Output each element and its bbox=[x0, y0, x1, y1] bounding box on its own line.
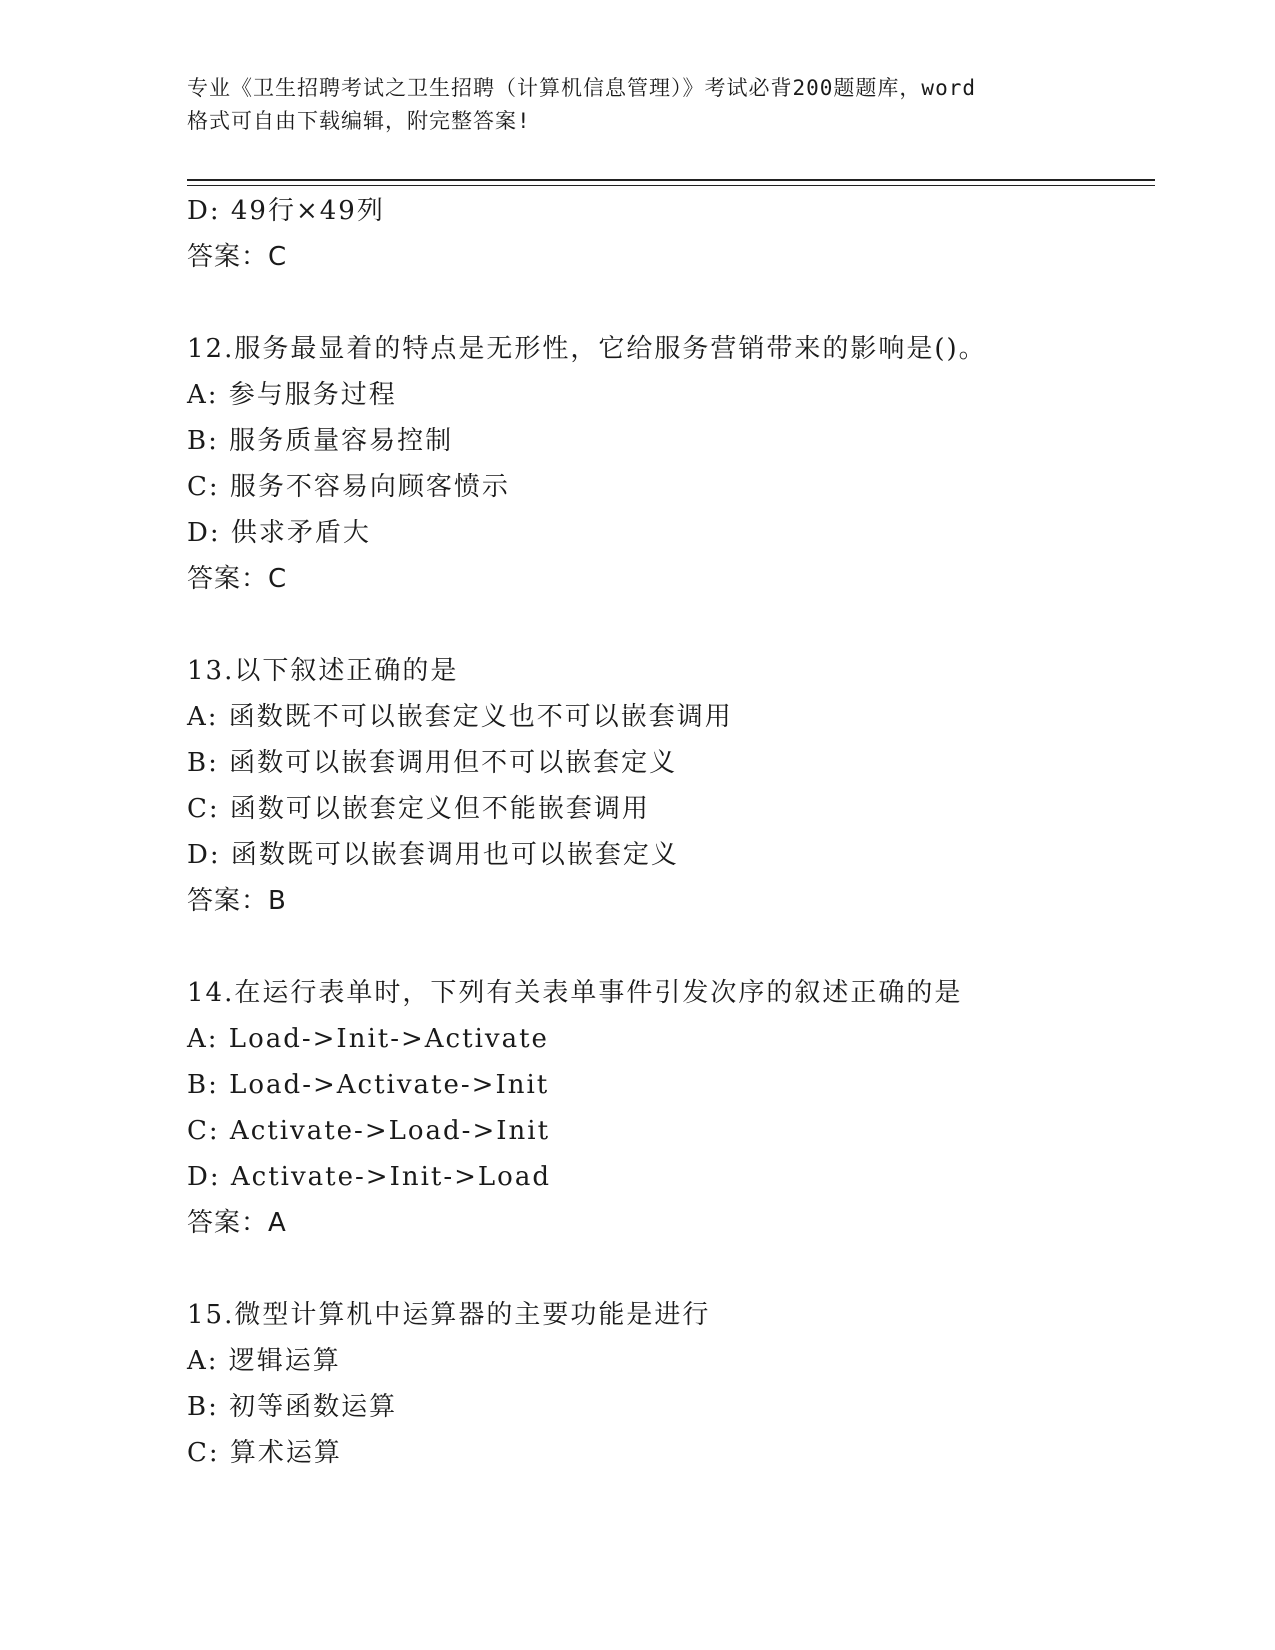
document-header bbox=[187, 72, 1087, 138]
question-15 bbox=[187, 1292, 1167, 1476]
question-stem: 15.微型计算机中运算器的主要功能是进行 bbox=[187, 1300, 711, 1330]
spacer bbox=[187, 924, 1167, 970]
spacer bbox=[187, 602, 1167, 648]
question-option: B: 服务质量容易控制 bbox=[187, 426, 454, 456]
question-stem: 13.以下叙述正确的是 bbox=[187, 656, 459, 686]
question-option: A: Load->Init->Activate bbox=[187, 1024, 549, 1054]
question-option: D: Activate->Init->Load bbox=[187, 1162, 551, 1192]
question-14 bbox=[187, 970, 1167, 1246]
header-line-1: 专业《卫生招聘考试之卫生招聘（计算机信息管理）》考试必背200题题库，word bbox=[187, 76, 976, 100]
question-stem: 12.服务最显着的特点是无形性，它给服务营销带来的影响是()。 bbox=[187, 334, 987, 364]
question-answer: 答案：A bbox=[187, 1208, 287, 1238]
question-option: C: 函数可以嵌套定义但不能嵌套调用 bbox=[187, 794, 650, 824]
question-option: D: 供求矛盾大 bbox=[187, 518, 371, 548]
question-option: D: 函数既可以嵌套调用也可以嵌套定义 bbox=[187, 840, 679, 870]
question-option: B: 初等函数运算 bbox=[187, 1392, 398, 1422]
question-answer: 答案：B bbox=[187, 886, 287, 916]
question-stem: 14.在运行表单时，下列有关表单事件引发次序的叙述正确的是 bbox=[187, 978, 963, 1008]
question-option: A: 参与服务过程 bbox=[187, 380, 397, 410]
question-option: C: 服务不容易向顾客愤示 bbox=[187, 472, 510, 502]
spacer bbox=[187, 280, 1167, 326]
question-12 bbox=[187, 326, 1167, 602]
question-option: C: 算术运算 bbox=[187, 1438, 342, 1468]
question-option: C: Activate->Load->Init bbox=[187, 1116, 551, 1146]
question-13 bbox=[187, 648, 1167, 924]
question-option: A: 函数既不可以嵌套定义也不可以嵌套调用 bbox=[187, 702, 733, 732]
question-option: A: 逻辑运算 bbox=[187, 1346, 341, 1376]
question-option: B: 函数可以嵌套调用但不可以嵌套定义 bbox=[187, 748, 678, 778]
header-divider-thick bbox=[187, 179, 1155, 181]
question-answer: 答案：C bbox=[187, 564, 288, 594]
question-list bbox=[187, 188, 1167, 1476]
carryover-answer: 答案：C bbox=[187, 242, 288, 272]
spacer bbox=[187, 1246, 1167, 1292]
header-divider-thin bbox=[187, 185, 1155, 186]
carryover-option-d: D: 49行×49列 bbox=[187, 196, 385, 226]
question-option: B: Load->Activate->Init bbox=[187, 1070, 550, 1100]
header-line-2: 格式可自由下载编辑，附完整答案! bbox=[187, 109, 531, 133]
